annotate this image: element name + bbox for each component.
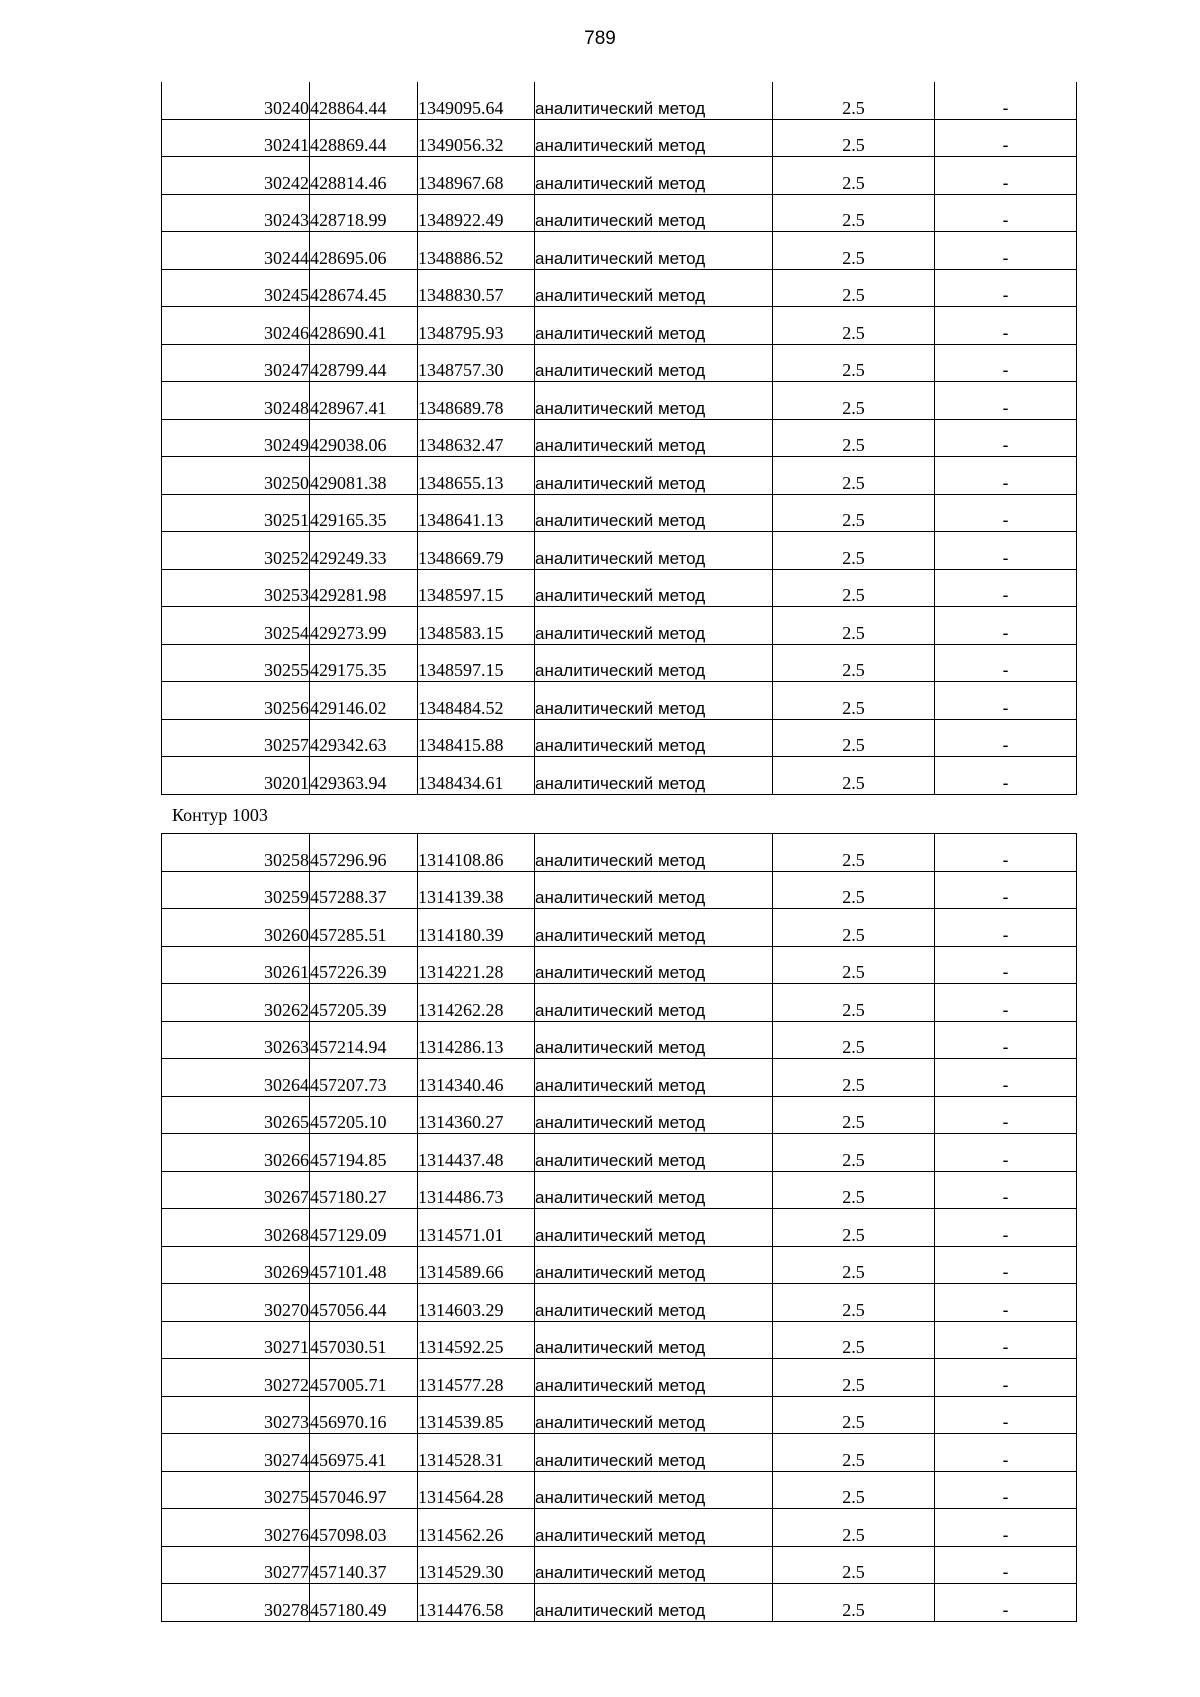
accuracy-cell: 2.5 — [773, 1359, 935, 1397]
y-coordinate-cell: 1314571.01 — [418, 1209, 535, 1247]
table-row — [162, 382, 1077, 420]
y-coordinate-cell: 1314180.39 — [418, 909, 535, 947]
accuracy-cell: 2.5 — [773, 1096, 935, 1134]
y-coordinate-cell: 1314221.28 — [418, 946, 535, 984]
note-cell: - — [935, 382, 1077, 420]
note-cell: - — [935, 1584, 1077, 1622]
method-cell: аналитический метод — [535, 457, 773, 495]
point-number-cell: 30270 — [162, 1284, 310, 1322]
note-cell: - — [935, 1546, 1077, 1584]
note-cell: - — [935, 1284, 1077, 1322]
note-cell: - — [935, 457, 1077, 495]
table-row — [162, 1021, 1077, 1059]
accuracy-cell: 2.5 — [773, 984, 935, 1022]
method-cell: аналитический метод — [535, 532, 773, 570]
x-coordinate-cell: 429363.94 — [310, 757, 418, 795]
x-coordinate-cell: 457288.37 — [310, 871, 418, 909]
table-row — [162, 344, 1077, 382]
table-row — [162, 307, 1077, 345]
x-coordinate-cell: 457101.48 — [310, 1246, 418, 1284]
table-row — [162, 157, 1077, 195]
method-cell: аналитический метод — [535, 382, 773, 420]
method-cell: аналитический метод — [535, 82, 773, 119]
y-coordinate-cell: 1314286.13 — [418, 1021, 535, 1059]
method-cell: аналитический метод — [535, 1546, 773, 1584]
y-coordinate-cell: 1348597.15 — [418, 644, 535, 682]
x-coordinate-cell: 456975.41 — [310, 1434, 418, 1472]
accuracy-cell: 2.5 — [773, 682, 935, 720]
accuracy-cell: 2.5 — [773, 1021, 935, 1059]
method-cell: аналитический метод — [535, 1396, 773, 1434]
y-coordinate-cell: 1348830.57 — [418, 269, 535, 307]
method-cell: аналитический метод — [535, 194, 773, 232]
accuracy-cell: 2.5 — [773, 194, 935, 232]
accuracy-cell: 2.5 — [773, 871, 935, 909]
x-coordinate-cell: 429281.98 — [310, 569, 418, 607]
x-coordinate-cell: 428799.44 — [310, 344, 418, 382]
table-row — [162, 1284, 1077, 1322]
point-number-cell: 30247 — [162, 344, 310, 382]
accuracy-cell: 2.5 — [773, 82, 935, 119]
table-row — [162, 194, 1077, 232]
point-number-cell: 30245 — [162, 269, 310, 307]
note-cell: - — [935, 1246, 1077, 1284]
method-cell: аналитический метод — [535, 1209, 773, 1247]
y-coordinate-cell: 1348886.52 — [418, 232, 535, 270]
point-number-cell: 30269 — [162, 1246, 310, 1284]
method-cell: аналитический метод — [535, 1434, 773, 1472]
table-row — [162, 1584, 1077, 1622]
y-coordinate-cell: 1314589.66 — [418, 1246, 535, 1284]
x-coordinate-cell: 428869.44 — [310, 119, 418, 157]
y-coordinate-cell: 1348583.15 — [418, 607, 535, 645]
accuracy-cell: 2.5 — [773, 1171, 935, 1209]
accuracy-cell: 2.5 — [773, 119, 935, 157]
accuracy-cell: 2.5 — [773, 457, 935, 495]
x-coordinate-cell: 457205.39 — [310, 984, 418, 1022]
x-coordinate-cell: 429249.33 — [310, 532, 418, 570]
table-row — [162, 1209, 1077, 1247]
method-cell: аналитический метод — [535, 984, 773, 1022]
point-number-cell: 30261 — [162, 946, 310, 984]
point-number-cell: 30271 — [162, 1321, 310, 1359]
accuracy-cell: 2.5 — [773, 1434, 935, 1472]
coordinates-table-2 — [161, 833, 1077, 1622]
note-cell: - — [935, 269, 1077, 307]
y-coordinate-cell: 1314592.25 — [418, 1321, 535, 1359]
note-cell: - — [935, 307, 1077, 345]
y-coordinate-cell: 1348669.79 — [418, 532, 535, 570]
method-cell: аналитический метод — [535, 1021, 773, 1059]
table-row — [162, 532, 1077, 570]
y-coordinate-cell: 1348922.49 — [418, 194, 535, 232]
y-coordinate-cell: 1314476.58 — [418, 1584, 535, 1622]
point-number-cell: 30276 — [162, 1509, 310, 1547]
method-cell: аналитический метод — [535, 909, 773, 947]
accuracy-cell: 2.5 — [773, 1509, 935, 1547]
x-coordinate-cell: 428814.46 — [310, 157, 418, 195]
table-row — [162, 494, 1077, 532]
table-row — [162, 757, 1077, 795]
page-number: 789 — [584, 28, 616, 49]
method-cell: аналитический метод — [535, 1134, 773, 1172]
note-cell: - — [935, 1209, 1077, 1247]
method-cell: аналитический метод — [535, 1359, 773, 1397]
accuracy-cell: 2.5 — [773, 1134, 935, 1172]
table-row — [162, 1321, 1077, 1359]
y-coordinate-cell: 1314108.86 — [418, 834, 535, 872]
table-row — [162, 457, 1077, 495]
y-coordinate-cell: 1314577.28 — [418, 1359, 535, 1397]
accuracy-cell: 2.5 — [773, 909, 935, 947]
method-cell: аналитический метод — [535, 569, 773, 607]
x-coordinate-cell: 429342.63 — [310, 719, 418, 757]
y-coordinate-cell: 1349056.32 — [418, 119, 535, 157]
y-coordinate-cell: 1348415.88 — [418, 719, 535, 757]
point-number-cell: 30277 — [162, 1546, 310, 1584]
point-number-cell: 30274 — [162, 1434, 310, 1472]
y-coordinate-cell: 1348434.61 — [418, 757, 535, 795]
point-number-cell: 30275 — [162, 1471, 310, 1509]
point-number-cell: 30249 — [162, 419, 310, 457]
x-coordinate-cell: 429146.02 — [310, 682, 418, 720]
point-number-cell: 30267 — [162, 1171, 310, 1209]
accuracy-cell: 2.5 — [773, 307, 935, 345]
point-number-cell: 30263 — [162, 1021, 310, 1059]
note-cell: - — [935, 1096, 1077, 1134]
point-number-cell: 30248 — [162, 382, 310, 420]
y-coordinate-cell: 1348757.30 — [418, 344, 535, 382]
y-coordinate-cell: 1314528.31 — [418, 1434, 535, 1472]
point-number-cell: 30272 — [162, 1359, 310, 1397]
table-row — [162, 119, 1077, 157]
x-coordinate-cell: 457030.51 — [310, 1321, 418, 1359]
note-cell: - — [935, 607, 1077, 645]
accuracy-cell: 2.5 — [773, 344, 935, 382]
y-coordinate-cell: 1348689.78 — [418, 382, 535, 420]
x-coordinate-cell: 457180.27 — [310, 1171, 418, 1209]
y-coordinate-cell: 1348597.15 — [418, 569, 535, 607]
table-row — [162, 871, 1077, 909]
method-cell: аналитический метод — [535, 269, 773, 307]
note-cell: - — [935, 494, 1077, 532]
method-cell: аналитический метод — [535, 834, 773, 872]
accuracy-cell: 2.5 — [773, 1246, 935, 1284]
note-cell: - — [935, 946, 1077, 984]
y-coordinate-cell: 1314529.30 — [418, 1546, 535, 1584]
method-cell: аналитический метод — [535, 607, 773, 645]
y-coordinate-cell: 1348967.68 — [418, 157, 535, 195]
x-coordinate-cell: 429165.35 — [310, 494, 418, 532]
y-coordinate-cell: 1348632.47 — [418, 419, 535, 457]
note-cell: - — [935, 569, 1077, 607]
note-cell: - — [935, 1171, 1077, 1209]
point-number-cell: 30259 — [162, 871, 310, 909]
point-number-cell: 30264 — [162, 1059, 310, 1097]
note-cell: - — [935, 532, 1077, 570]
note-cell: - — [935, 194, 1077, 232]
note-cell: - — [935, 419, 1077, 457]
method-cell: аналитический метод — [535, 1059, 773, 1097]
y-coordinate-cell: 1348795.93 — [418, 307, 535, 345]
method-cell: аналитический метод — [535, 1471, 773, 1509]
table-row — [162, 607, 1077, 645]
note-cell: - — [935, 232, 1077, 270]
table-row — [162, 1134, 1077, 1172]
table-row — [162, 719, 1077, 757]
method-cell: аналитический метод — [535, 682, 773, 720]
table-row — [162, 1546, 1077, 1584]
point-number-cell: 30241 — [162, 119, 310, 157]
x-coordinate-cell: 457056.44 — [310, 1284, 418, 1322]
table-row — [162, 419, 1077, 457]
x-coordinate-cell: 429175.35 — [310, 644, 418, 682]
point-number-cell: 30246 — [162, 307, 310, 345]
point-number-cell: 30242 — [162, 157, 310, 195]
x-coordinate-cell: 456970.16 — [310, 1396, 418, 1434]
note-cell: - — [935, 834, 1077, 872]
y-coordinate-cell: 1314340.46 — [418, 1059, 535, 1097]
x-coordinate-cell: 457140.37 — [310, 1546, 418, 1584]
note-cell: - — [935, 1509, 1077, 1547]
note-cell: - — [935, 1021, 1077, 1059]
x-coordinate-cell: 457180.49 — [310, 1584, 418, 1622]
note-cell: - — [935, 719, 1077, 757]
y-coordinate-cell: 1314562.26 — [418, 1509, 535, 1547]
accuracy-cell: 2.5 — [773, 757, 935, 795]
accuracy-cell: 2.5 — [773, 644, 935, 682]
x-coordinate-cell: 457285.51 — [310, 909, 418, 947]
table-row — [162, 569, 1077, 607]
point-number-cell: 30268 — [162, 1209, 310, 1247]
method-cell: аналитический метод — [535, 1321, 773, 1359]
accuracy-cell: 2.5 — [773, 946, 935, 984]
note-cell: - — [935, 1434, 1077, 1472]
method-cell: аналитический метод — [535, 1246, 773, 1284]
accuracy-cell: 2.5 — [773, 382, 935, 420]
x-coordinate-cell: 428718.99 — [310, 194, 418, 232]
note-cell: - — [935, 1471, 1077, 1509]
point-number-cell: 30265 — [162, 1096, 310, 1134]
method-cell: аналитический метод — [535, 419, 773, 457]
y-coordinate-cell: 1314486.73 — [418, 1171, 535, 1209]
point-number-cell: 30273 — [162, 1396, 310, 1434]
note-cell: - — [935, 682, 1077, 720]
coordinates-table-1 — [161, 82, 1077, 795]
method-cell: аналитический метод — [535, 307, 773, 345]
point-number-cell: 30254 — [162, 607, 310, 645]
y-coordinate-cell: 1348484.52 — [418, 682, 535, 720]
note-cell: - — [935, 644, 1077, 682]
y-coordinate-cell: 1348641.13 — [418, 494, 535, 532]
method-cell: аналитический метод — [535, 719, 773, 757]
x-coordinate-cell: 457226.39 — [310, 946, 418, 984]
x-coordinate-cell: 457205.10 — [310, 1096, 418, 1134]
method-cell: аналитический метод — [535, 494, 773, 532]
method-cell: аналитический метод — [535, 1171, 773, 1209]
x-coordinate-cell: 457296.96 — [310, 834, 418, 872]
point-number-cell: 30278 — [162, 1584, 310, 1622]
point-number-cell: 30240 — [162, 82, 310, 119]
point-number-cell: 30262 — [162, 984, 310, 1022]
point-number-cell: 30258 — [162, 834, 310, 872]
y-coordinate-cell: 1314564.28 — [418, 1471, 535, 1509]
method-cell: аналитический метод — [535, 871, 773, 909]
accuracy-cell: 2.5 — [773, 1321, 935, 1359]
accuracy-cell: 2.5 — [773, 719, 935, 757]
accuracy-cell: 2.5 — [773, 494, 935, 532]
table-row — [162, 82, 1077, 119]
table-row — [162, 834, 1077, 872]
table-row — [162, 682, 1077, 720]
method-cell: аналитический метод — [535, 157, 773, 195]
x-coordinate-cell: 429273.99 — [310, 607, 418, 645]
point-number-cell: 30255 — [162, 644, 310, 682]
accuracy-cell: 2.5 — [773, 419, 935, 457]
method-cell: аналитический метод — [535, 232, 773, 270]
y-coordinate-cell: 1314539.85 — [418, 1396, 535, 1434]
point-number-cell: 30201 — [162, 757, 310, 795]
accuracy-cell: 2.5 — [773, 1584, 935, 1622]
accuracy-cell: 2.5 — [773, 607, 935, 645]
point-number-cell: 30243 — [162, 194, 310, 232]
x-coordinate-cell: 428695.06 — [310, 232, 418, 270]
y-coordinate-cell: 1314437.48 — [418, 1134, 535, 1172]
note-cell: - — [935, 757, 1077, 795]
table-row — [162, 1246, 1077, 1284]
x-coordinate-cell: 428864.44 — [310, 82, 418, 119]
table-row — [162, 269, 1077, 307]
accuracy-cell: 2.5 — [773, 1471, 935, 1509]
note-cell: - — [935, 344, 1077, 382]
y-coordinate-cell: 1314262.28 — [418, 984, 535, 1022]
note-cell: - — [935, 984, 1077, 1022]
table-row — [162, 644, 1077, 682]
accuracy-cell: 2.5 — [773, 157, 935, 195]
x-coordinate-cell: 457194.85 — [310, 1134, 418, 1172]
table-row — [162, 909, 1077, 947]
accuracy-cell: 2.5 — [773, 1546, 935, 1584]
y-coordinate-cell: 1314360.27 — [418, 1096, 535, 1134]
table-row — [162, 946, 1077, 984]
x-coordinate-cell: 429038.06 — [310, 419, 418, 457]
table-row — [162, 1059, 1077, 1097]
accuracy-cell: 2.5 — [773, 569, 935, 607]
table-row — [162, 1359, 1077, 1397]
y-coordinate-cell: 1314139.38 — [418, 871, 535, 909]
method-cell: аналитический метод — [535, 1284, 773, 1322]
x-coordinate-cell: 457214.94 — [310, 1021, 418, 1059]
note-cell: - — [935, 909, 1077, 947]
table-row — [162, 1471, 1077, 1509]
y-coordinate-cell: 1314603.29 — [418, 1284, 535, 1322]
note-cell: - — [935, 1396, 1077, 1434]
note-cell: - — [935, 1321, 1077, 1359]
table-row — [162, 1096, 1077, 1134]
note-cell: - — [935, 1059, 1077, 1097]
x-coordinate-cell: 428690.41 — [310, 307, 418, 345]
point-number-cell: 30252 — [162, 532, 310, 570]
note-cell: - — [935, 119, 1077, 157]
note-cell: - — [935, 871, 1077, 909]
table-row — [162, 1171, 1077, 1209]
method-cell: аналитический метод — [535, 1096, 773, 1134]
x-coordinate-cell: 428674.45 — [310, 269, 418, 307]
point-number-cell: 30250 — [162, 457, 310, 495]
table-row — [162, 1396, 1077, 1434]
x-coordinate-cell: 457207.73 — [310, 1059, 418, 1097]
accuracy-cell: 2.5 — [773, 1284, 935, 1322]
method-cell: аналитический метод — [535, 344, 773, 382]
note-cell: - — [935, 1134, 1077, 1172]
method-cell: аналитический метод — [535, 1509, 773, 1547]
point-number-cell: 30244 — [162, 232, 310, 270]
x-coordinate-cell: 457046.97 — [310, 1471, 418, 1509]
accuracy-cell: 2.5 — [773, 1209, 935, 1247]
accuracy-cell: 2.5 — [773, 834, 935, 872]
y-coordinate-cell: 1349095.64 — [418, 82, 535, 119]
point-number-cell: 30256 — [162, 682, 310, 720]
point-number-cell: 30257 — [162, 719, 310, 757]
method-cell: аналитический метод — [535, 644, 773, 682]
table-row — [162, 1434, 1077, 1472]
y-coordinate-cell: 1348655.13 — [418, 457, 535, 495]
table-row — [162, 1509, 1077, 1547]
point-number-cell: 30251 — [162, 494, 310, 532]
table-row — [162, 232, 1077, 270]
section-label-kontur-1003: Контур 1003 — [172, 805, 268, 825]
table-row — [162, 984, 1077, 1022]
point-number-cell: 30266 — [162, 1134, 310, 1172]
method-cell: аналитический метод — [535, 119, 773, 157]
x-coordinate-cell: 457129.09 — [310, 1209, 418, 1247]
note-cell: - — [935, 82, 1077, 119]
point-number-cell: 30253 — [162, 569, 310, 607]
accuracy-cell: 2.5 — [773, 532, 935, 570]
method-cell: аналитический метод — [535, 1584, 773, 1622]
x-coordinate-cell: 429081.38 — [310, 457, 418, 495]
method-cell: аналитический метод — [535, 946, 773, 984]
note-cell: - — [935, 157, 1077, 195]
x-coordinate-cell: 457098.03 — [310, 1509, 418, 1547]
note-cell: - — [935, 1359, 1077, 1397]
accuracy-cell: 2.5 — [773, 1396, 935, 1434]
point-number-cell: 30260 — [162, 909, 310, 947]
x-coordinate-cell: 428967.41 — [310, 382, 418, 420]
accuracy-cell: 2.5 — [773, 232, 935, 270]
x-coordinate-cell: 457005.71 — [310, 1359, 418, 1397]
accuracy-cell: 2.5 — [773, 269, 935, 307]
method-cell: аналитический метод — [535, 757, 773, 795]
accuracy-cell: 2.5 — [773, 1059, 935, 1097]
